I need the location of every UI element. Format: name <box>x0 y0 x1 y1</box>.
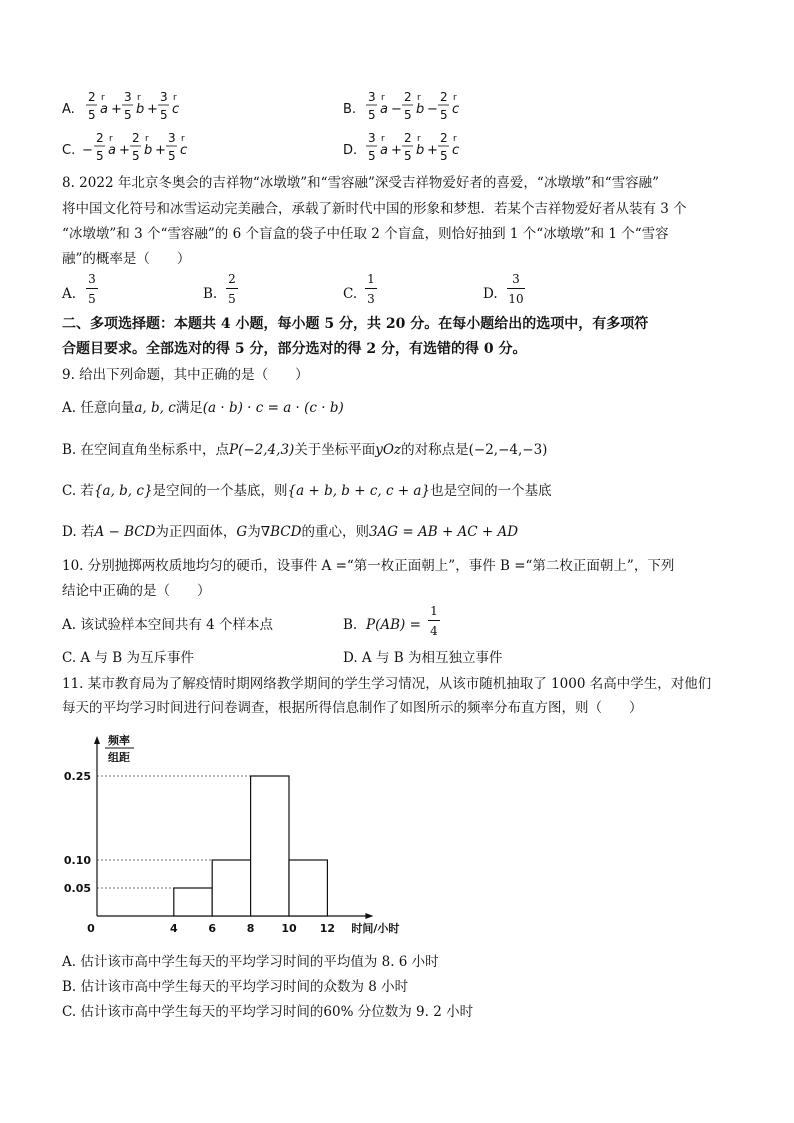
q8-option-a-bar <box>86 288 98 289</box>
q10-option-b-expr: P(AB) = <box>366 617 421 633</box>
q9-a-vars: a, b, c <box>134 400 176 416</box>
q9-d-prefix: D. 若 <box>62 524 95 540</box>
x-tick-label-2: 6 <box>208 922 217 935</box>
q8-option-b-den: 5 <box>228 292 236 306</box>
svg-text:r: r <box>453 134 457 144</box>
q8-line-4: 融”的概率是（ ） <box>62 251 191 267</box>
q9-option-b <box>62 441 547 459</box>
svg-text:3: 3 <box>368 90 376 104</box>
q10-line-1: 10. 分别抛掷两枚质地均匀的硬币，设事件 A =“第一枚正面朝上”，事件 B =“第二枚正面朝上”，下列 <box>62 558 675 574</box>
q10-option-b-bar <box>428 620 440 621</box>
svg-text:c: c <box>452 143 460 158</box>
q11-option-c: C. 估计该市高中学生每天的平均学习时间的60% 分位数为 9. 2 小时 <box>62 1004 474 1020</box>
q9-a-prefix: A. 任意向量 <box>62 400 135 416</box>
svg-text:r: r <box>417 134 421 144</box>
x-tick-label-3: 8 <box>246 922 255 935</box>
svg-text:2: 2 <box>132 131 140 145</box>
svg-text:b: b <box>416 143 425 158</box>
svg-text:−: − <box>391 102 402 117</box>
svg-text:c: c <box>172 102 180 117</box>
q9-b-mid2: 的对称点是 <box>401 442 469 458</box>
q8-option-d-den: 10 <box>508 292 524 306</box>
svg-text:2: 2 <box>88 90 96 104</box>
q10-option-b-num: 1 <box>430 604 438 618</box>
q9-b-plane: yOz <box>375 442 402 458</box>
svg-text:5: 5 <box>132 149 140 163</box>
svg-text:c: c <box>180 143 188 158</box>
svg-text:5: 5 <box>168 149 176 163</box>
histogram-bar-0 <box>174 888 212 916</box>
svg-text:2: 2 <box>404 131 412 145</box>
svg-text:5: 5 <box>88 108 96 122</box>
svg-text:5: 5 <box>404 108 412 122</box>
q8-option-a-label: A. <box>62 286 77 302</box>
svg-text:+: + <box>119 143 130 158</box>
q9-c-set1: {a, b, c} <box>93 483 153 499</box>
svg-text:5: 5 <box>368 149 376 163</box>
x-tick-label-5: 12 <box>319 922 336 935</box>
q9-d-g: G <box>236 524 248 540</box>
q11-line-1: 11. 某市教育局为了解疫情时期网络教学期间的学生学习情况，从该市随机抽取了 1000 名高中学生，对他们 <box>62 676 712 692</box>
q7-options-math <box>60 88 760 168</box>
y-tick-label-1: 0.10 <box>63 854 91 867</box>
svg-text:a: a <box>108 143 116 158</box>
svg-text:3: 3 <box>160 90 168 104</box>
svg-text:3: 3 <box>168 131 176 145</box>
svg-text:3: 3 <box>124 90 132 104</box>
q9-d-mid: 为正四面体， <box>155 524 237 540</box>
svg-text:r: r <box>145 134 149 144</box>
svg-text:r: r <box>181 134 185 144</box>
q9-stem: 9. 给出下列命题，其中正确的是（ ） <box>62 367 309 383</box>
q9-option-a <box>62 399 344 417</box>
q10-line-2: 结论中正确的是（ ） <box>62 583 211 599</box>
q9-d-triangle: ∇BCD <box>260 524 302 540</box>
q7-option-d-label: D. <box>343 143 358 158</box>
svg-text:−: − <box>82 143 93 158</box>
q9-b-result: (−2,−4,−3) <box>468 442 548 458</box>
svg-text:c: c <box>452 102 460 117</box>
q10-option-a: A. 该试验样本空间共有 4 个样本点 <box>62 617 274 633</box>
q9-d-mid3: 的重心，则 <box>301 524 369 540</box>
q11-line-2: 每天的平均学习时间进行问卷调查，根据所得信息制作了如图所示的频率分布直方图，则（ ） <box>62 700 643 716</box>
svg-text:+: + <box>391 143 402 158</box>
svg-text:2: 2 <box>404 90 412 104</box>
q9-b-prefix: B. 在空间直角坐标系中，点 <box>62 442 230 458</box>
q8-option-d-bar <box>507 288 525 289</box>
svg-text:2: 2 <box>440 131 448 145</box>
y-tick-label-2: 0.25 <box>63 770 91 783</box>
q9-option-c <box>62 482 552 500</box>
q8-option-b-bar <box>226 288 238 289</box>
q8-line-2: 将中国文化符号和冰雪运动完美融合，承载了新时代中国的形象和梦想．若某个吉祥物爱好者从装有 3 个 <box>62 201 687 217</box>
q8-option-d-label: D. <box>483 286 498 302</box>
svg-text:b: b <box>416 102 425 117</box>
svg-text:5: 5 <box>160 108 168 122</box>
q9-a-mid: 满足 <box>175 400 203 416</box>
svg-text:r: r <box>381 93 385 103</box>
q8-line-3: “冰墩墩”和 3 个“雪容融”的 6 个盲盒的袋子中任取 2 个盲盒，则恰好抽到 1 个“冰墩墩”和 1 个“雪容 <box>62 226 669 242</box>
x-tick-label-1: 4 <box>169 922 178 935</box>
svg-text:a: a <box>380 143 388 158</box>
svg-text:r: r <box>137 93 141 103</box>
y-tick-label-0: 0.05 <box>63 882 91 895</box>
q8-option-a-den: 5 <box>88 292 96 306</box>
q10-option-b-den: 4 <box>430 624 438 638</box>
q10-option-b-label: B. <box>343 617 358 633</box>
svg-text:+: + <box>155 143 166 158</box>
q8-line-1: 8. 2022 年北京冬奥会的吉祥物“冰墩墩”和“雪容融”深受吉祥物爱好者的喜爱，“冰墩墩”和“雪容融” <box>62 175 660 191</box>
x-tick-label-4: 10 <box>281 922 297 935</box>
q9-c-mid: 是空间的一个基底，则 <box>152 483 288 499</box>
section2-heading-line-2: 合题目要求。全部选对的得 5 分，部分选对的得 2 分，有选错的得 0 分。 <box>62 341 527 357</box>
svg-text:r: r <box>101 93 105 103</box>
svg-text:r: r <box>417 93 421 103</box>
histogram-bar-2 <box>251 776 289 916</box>
q9-c-suffix: 也是空间的一个基底 <box>430 483 552 499</box>
svg-text:−: − <box>427 102 438 117</box>
q8-option-c-bar <box>365 288 377 289</box>
y-label-top: 频率 <box>108 734 130 747</box>
q7-option-c-label: C. <box>62 143 76 158</box>
q10-option-d: D. A 与 B 为相互独立事件 <box>343 650 503 666</box>
svg-text:3: 3 <box>368 131 376 145</box>
x-axis-arrow <box>365 913 373 919</box>
y-axis-arrow <box>94 736 100 744</box>
q8-option-d-num: 3 <box>512 272 520 286</box>
q9-d-tetrahedron: A − BCD <box>94 524 156 540</box>
svg-text:5: 5 <box>440 108 448 122</box>
svg-text:+: + <box>147 102 158 117</box>
q7-option-a-label: A. <box>62 102 75 117</box>
q9-b-mid: 关于坐标平面 <box>294 442 376 458</box>
svg-text:+: + <box>111 102 122 117</box>
section2-heading-line-1: 二、多项选择题：本题共 4 小题，每小题 5 分，共 20 分。在每小题给出的选项中，有多项符 <box>62 316 649 332</box>
q9-c-set2: {a + b, b + c, c + a} <box>287 483 431 499</box>
histogram-bar-1 <box>212 860 250 916</box>
svg-text:5: 5 <box>124 108 132 122</box>
svg-text:5: 5 <box>96 149 104 163</box>
q9-b-point: P(−2,4,3) <box>229 442 295 458</box>
svg-text:5: 5 <box>368 108 376 122</box>
q11-option-a: A. 估计该市高中学生每天的平均学习时间的平均值为 8. 6 小时 <box>62 954 439 970</box>
svg-text:r: r <box>109 134 113 144</box>
q9-option-d <box>62 523 518 541</box>
x-tick-label-0: 0 <box>87 922 95 935</box>
frequency-histogram <box>60 728 400 943</box>
svg-text:2: 2 <box>96 131 104 145</box>
q9-d-mid2: 为 <box>247 524 261 540</box>
svg-text:2: 2 <box>440 90 448 104</box>
svg-text:b: b <box>136 102 145 117</box>
q8-option-c-den: 3 <box>367 292 375 306</box>
svg-text:r: r <box>453 93 457 103</box>
q8-option-c-label: C. <box>343 286 358 302</box>
q8-option-c-num: 1 <box>367 272 375 286</box>
q9-d-equation: 3AG = AB + AC + AD <box>368 524 519 540</box>
svg-text:r: r <box>173 93 177 103</box>
svg-text:+: + <box>427 143 438 158</box>
svg-text:5: 5 <box>440 149 448 163</box>
q8-option-b-num: 2 <box>228 272 236 286</box>
histogram-bar-3 <box>289 860 327 916</box>
q10-option-c: C. A 与 B 为互斥事件 <box>62 650 194 666</box>
q8-option-b-label: B. <box>203 286 218 302</box>
q8-option-a-num: 3 <box>88 272 96 286</box>
svg-text:5: 5 <box>404 149 412 163</box>
x-label: 时间/小时 <box>351 922 400 935</box>
q7-option-b-label: B. <box>343 102 357 117</box>
svg-text:r: r <box>381 134 385 144</box>
svg-text:b: b <box>144 143 153 158</box>
y-label-bottom: 组距 <box>108 751 130 764</box>
q9-c-prefix: C. 若 <box>62 483 94 499</box>
svg-text:a: a <box>380 102 388 117</box>
q11-option-b: B. 估计该市高中学生每天的平均学习时间的众数为 8 小时 <box>62 979 409 995</box>
svg-text:a: a <box>100 102 108 117</box>
q9-a-equation: (a · b) · c = a · (c · b) <box>202 400 344 416</box>
